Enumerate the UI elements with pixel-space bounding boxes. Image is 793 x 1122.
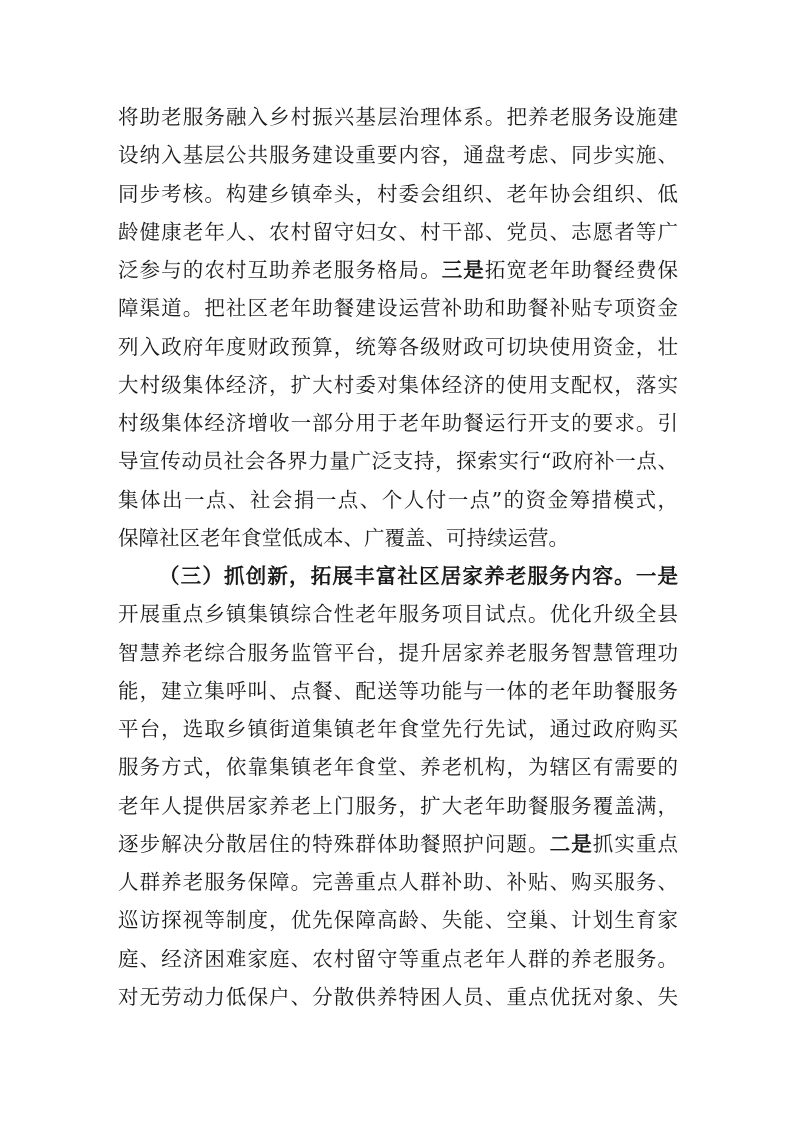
text-run-bold: 三是 <box>441 258 485 282</box>
text-run: 将助老服务融入乡村振兴基层治理体系。把养老服务设施建 <box>118 105 678 129</box>
text-run: 泛参与的农村互助养老服务格局。 <box>118 258 442 282</box>
text-run: 大村级集体经济，扩大村委对集体经济的使用支配权，落实 <box>118 373 678 397</box>
text-line <box>118 599 678 629</box>
text-line <box>118 714 678 744</box>
text-line <box>118 140 678 170</box>
text-run: 设纳入基层公共服务建设重要内容，通盘考虑、同步实施、 <box>118 143 678 167</box>
text-run: 集体出一点、社会捐一点、个人付一点”的资金筹措模式， <box>118 488 678 512</box>
text-run: 障渠道。把社区老年助餐建设运营补助和助餐补贴专项资金 <box>118 296 678 320</box>
text-line <box>118 102 678 132</box>
text-line <box>118 179 678 209</box>
text-run: 同步考核。构建乡镇牵头，村委会组织、老年协会组织、低 <box>118 182 678 206</box>
text-line <box>118 217 678 247</box>
text-run: 对无劳动力低保户、分散供养特困人员、重点优抚对象、失 <box>118 985 678 1009</box>
text-run: 村级集体经济增收一部分用于老年助餐运行开支的要求。引 <box>118 411 678 435</box>
text-line <box>118 676 678 706</box>
text-line <box>118 829 678 859</box>
text-run: 智慧养老综合服务监管平台，提升居家养老服务智慧管理功 <box>118 641 678 665</box>
text-run: 拓宽老年助餐经费保 <box>484 258 678 282</box>
text-line <box>118 485 678 515</box>
text-run: 列入政府年度财政预算，统筹各级财政可切块使用资金，壮 <box>118 335 678 359</box>
text-line <box>118 408 678 438</box>
text-line <box>118 905 678 935</box>
text-run: 人群养老服务保障。完善重点人群补助、补贴、购买服务、 <box>118 870 678 894</box>
text-run: 能，建立集呼叫、点餐、配送等功能与一体的老年助餐服务 <box>118 679 678 703</box>
text-line <box>118 638 678 668</box>
text-run: 服务方式，依靠集镇老年食堂、养老机构，为辖区有需要的 <box>118 755 678 779</box>
text-line <box>118 370 678 400</box>
text-line <box>118 752 678 782</box>
text-line <box>118 332 678 362</box>
text-run: 巡访探视等制度，优先保障高龄、失能、空巢、计划生育家 <box>118 908 678 932</box>
text-line <box>118 944 678 974</box>
text-run: 老年人提供居家养老上门服务，扩大老年助餐服务覆盖满， <box>118 794 678 818</box>
text-run: 保障社区老年食堂低成本、广覆盖、可持续运营。 <box>118 526 569 550</box>
text-line <box>118 446 678 476</box>
text-run: 开展重点乡镇集镇综合性老年服务项目试点。优化升级全县 <box>118 602 678 626</box>
section-heading-line <box>159 561 678 591</box>
text-line <box>118 867 678 897</box>
text-line <box>118 255 678 285</box>
section-heading: （三）抓创新，拓展丰富社区居家养老服务内容。一是 <box>159 564 678 588</box>
text-line <box>118 523 678 553</box>
text-line <box>118 982 678 1012</box>
text-line <box>118 791 678 821</box>
text-line <box>118 293 678 323</box>
text-run: 庭、经济困难家庭、农村留守等重点老年人群的养老服务。 <box>118 947 678 971</box>
text-run-bold: 二是 <box>549 832 593 856</box>
text-run: 导宣传动员社会各界力量广泛支持，探索实行“政府补一点、 <box>118 449 678 473</box>
text-run: 龄健康老年人、农村留守妇女、村干部、党员、志愿者等广 <box>118 220 678 244</box>
text-run: 逐步解决分散居住的特殊群体助餐照护问题。 <box>118 832 550 856</box>
text-run: 抓实重点 <box>592 832 678 856</box>
text-run: 平台，选取乡镇街道集镇老年食堂先行先试，通过政府购买 <box>118 717 678 741</box>
